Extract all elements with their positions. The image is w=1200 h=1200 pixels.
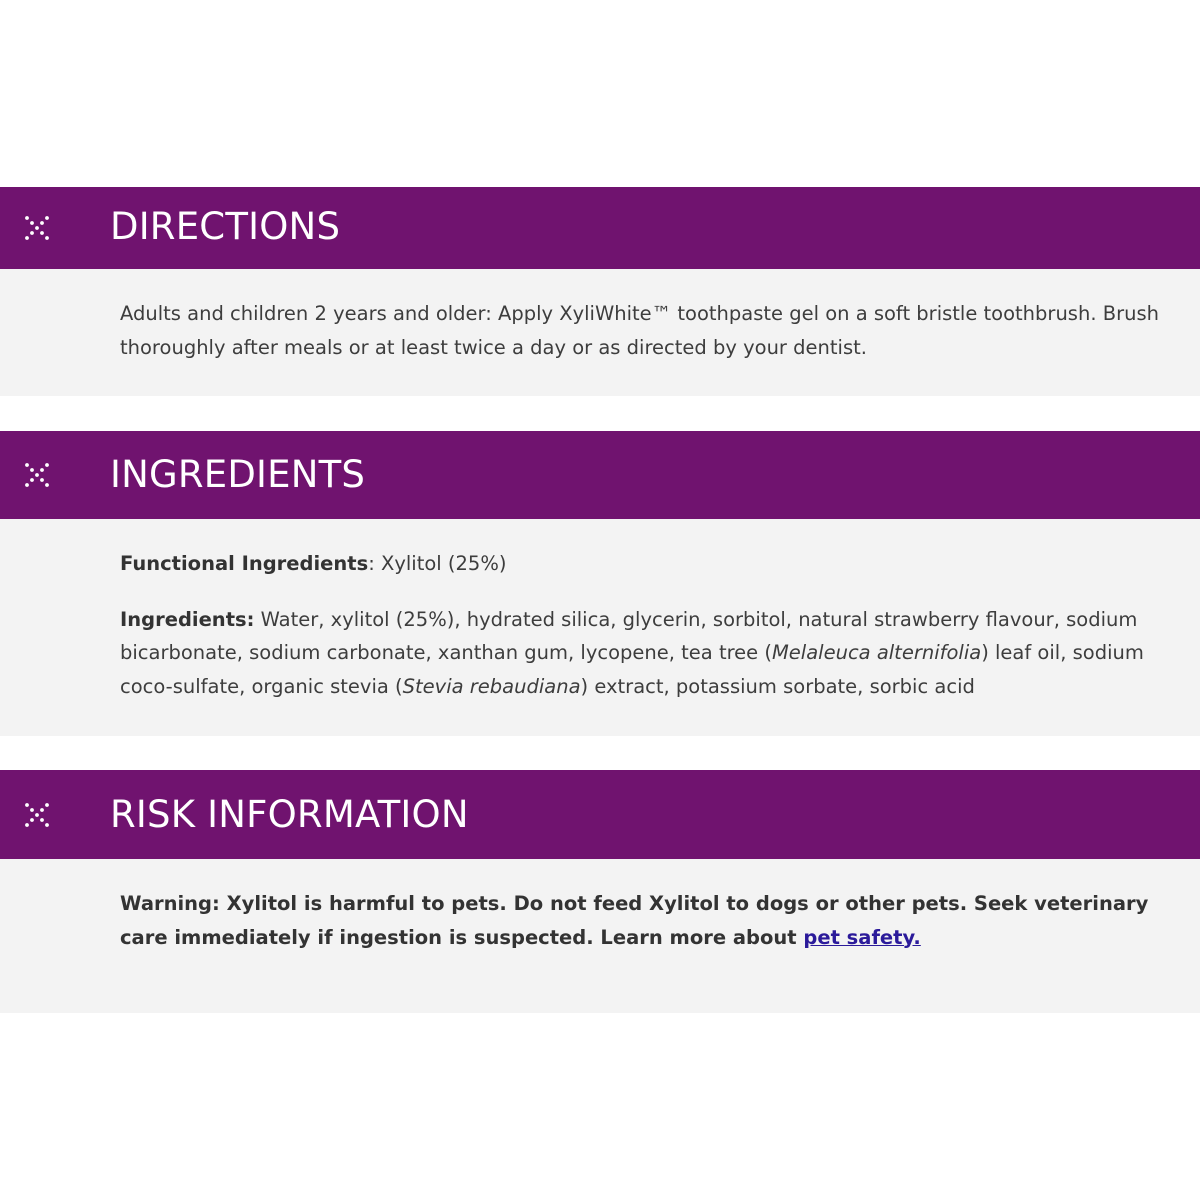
pet-safety-link[interactable]: pet safety. bbox=[803, 925, 921, 949]
risk-header[interactable] bbox=[0, 770, 1200, 859]
directions-text bbox=[120, 297, 1180, 364]
close-x-icon[interactable] bbox=[24, 802, 50, 828]
close-x-icon[interactable] bbox=[24, 215, 50, 241]
ingredients-header[interactable] bbox=[0, 431, 1200, 519]
directions-title: DIRECTIONS bbox=[110, 205, 341, 248]
functional-ingredients-label: Functional Ingredients bbox=[120, 552, 369, 575]
risk-title: RISK INFORMATION bbox=[110, 793, 469, 836]
close-x-icon[interactable] bbox=[24, 462, 50, 488]
risk-body bbox=[0, 859, 1200, 1013]
ingredients-list bbox=[120, 603, 1180, 704]
ingredients-part3: ) extract, potassium sorbate, sorbic acid bbox=[580, 674, 975, 698]
risk-warning bbox=[120, 887, 1180, 954]
risk-warning-text: Warning: Xylitol is harmful to pets. Do not feed Xylitol to dogs or other pets. Seek veterinary care immediately if ingestion is suspected. Learn more about bbox=[120, 892, 1149, 949]
directions-paragraph: Adults and children 2 years and older: Apply XyliWhite™ toothpaste gel on a soft bristle toothbrush. Brush thoroughly after meals or at least twice a day or as directed by your dentist. bbox=[120, 302, 1159, 359]
ingredients-body bbox=[0, 519, 1200, 736]
ingredients-italic1: Melaleuca alternifolia bbox=[771, 641, 982, 664]
directions-body bbox=[0, 269, 1200, 396]
directions-header[interactable] bbox=[0, 187, 1200, 269]
ingredients-title: INGREDIENTS bbox=[110, 453, 366, 496]
ingredients-text bbox=[120, 547, 1180, 703]
ingredients-part2: ) leaf oil, sodium coco-sulfate, organic stevia ( bbox=[120, 641, 1144, 698]
functional-ingredients bbox=[120, 547, 1180, 581]
ingredients-italic2: Stevia rebaudiana bbox=[402, 674, 581, 698]
ingredients-label: Ingredients: bbox=[120, 607, 255, 631]
risk-text bbox=[120, 887, 1180, 954]
functional-ingredients-value: : Xylitol (25%) bbox=[368, 552, 507, 575]
ingredients-part1: Water, xylitol (25%), hydrated silica, glycerin, sorbitol, natural strawberry flavour, sodium bicarbonate, sodium carbonate, xanthan gum, lycopene, tea tree ( bbox=[120, 607, 1138, 664]
